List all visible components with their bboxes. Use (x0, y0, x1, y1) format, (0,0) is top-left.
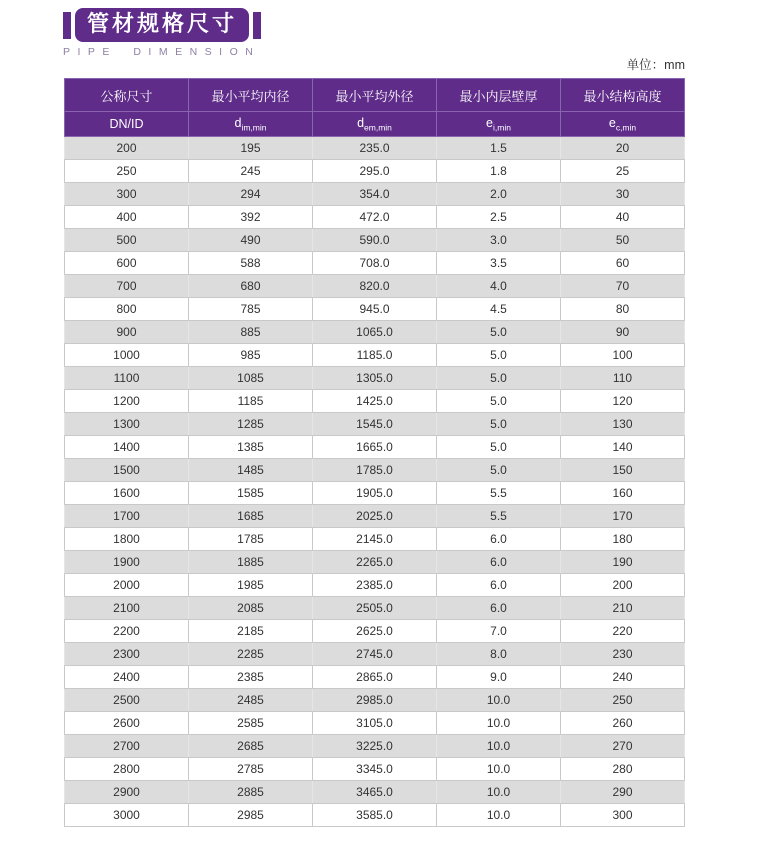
table-cell: 1385 (189, 436, 313, 459)
column-header: 公称尺寸 (65, 79, 189, 112)
table-cell: 1300 (65, 413, 189, 436)
table-cell: 2000 (65, 574, 189, 597)
table-cell: 10.0 (437, 689, 561, 712)
table-cell: 30 (561, 183, 685, 206)
table-cell: 1.8 (437, 160, 561, 183)
table-row (65, 436, 685, 459)
table-row (65, 344, 685, 367)
table-cell: 1500 (65, 459, 189, 482)
table-cell: 3225.0 (313, 735, 437, 758)
column-header: 最小结构高度 (561, 79, 685, 112)
table-cell: 7.0 (437, 620, 561, 643)
table-row (65, 643, 685, 666)
table-cell: 80 (561, 298, 685, 321)
table-cell: 5.0 (437, 390, 561, 413)
table-cell: 820.0 (313, 275, 437, 298)
title-left-bar (63, 12, 71, 39)
pipe-dimension-table (64, 78, 685, 827)
table-cell: 1085 (189, 367, 313, 390)
table-cell: 190 (561, 551, 685, 574)
table-cell: 5.5 (437, 482, 561, 505)
table-cell: 1685 (189, 505, 313, 528)
table-cell: 1900 (65, 551, 189, 574)
table-cell: 400 (65, 206, 189, 229)
table-cell: 2585 (189, 712, 313, 735)
table-cell: 6.0 (437, 528, 561, 551)
table-cell: 160 (561, 482, 685, 505)
table-head (65, 79, 685, 137)
table-cell: 40 (561, 206, 685, 229)
table-cell: 2265.0 (313, 551, 437, 574)
table-cell: 700 (65, 275, 189, 298)
table-cell: 150 (561, 459, 685, 482)
table-cell: 195 (189, 137, 313, 160)
table-cell: 590.0 (313, 229, 437, 252)
table-row (65, 275, 685, 298)
table-cell: 10.0 (437, 804, 561, 827)
table-cell: 2685 (189, 735, 313, 758)
table-cell: 2625.0 (313, 620, 437, 643)
table-cell: 250 (65, 160, 189, 183)
table-cell: 6.0 (437, 551, 561, 574)
table-cell: 2985.0 (313, 689, 437, 712)
table-cell: 1785.0 (313, 459, 437, 482)
table-cell: 2.0 (437, 183, 561, 206)
table-row (65, 321, 685, 344)
table-cell: 25 (561, 160, 685, 183)
page-title-block (63, 8, 261, 58)
table-cell: 5.0 (437, 436, 561, 459)
table-row (65, 183, 685, 206)
page-title: 管材规格尺寸 (75, 8, 249, 42)
table-cell: 260 (561, 712, 685, 735)
table-cell: 4.0 (437, 275, 561, 298)
table-cell: 472.0 (313, 206, 437, 229)
table-cell: 354.0 (313, 183, 437, 206)
table-cell: 2985 (189, 804, 313, 827)
table-cell: 10.0 (437, 758, 561, 781)
table-cell: 2385.0 (313, 574, 437, 597)
column-symbol: $d_{em,min}$ (313, 112, 437, 137)
table-cell: 490 (189, 229, 313, 252)
table-cell: 245 (189, 160, 313, 183)
table-cell: 2900 (65, 781, 189, 804)
table-cell: 5.0 (437, 344, 561, 367)
table-cell: 300 (65, 183, 189, 206)
header-row-cn (65, 79, 685, 112)
table-cell: 1400 (65, 436, 189, 459)
table-cell: 130 (561, 413, 685, 436)
table-cell: 1585 (189, 482, 313, 505)
table-row (65, 551, 685, 574)
table-cell: 500 (65, 229, 189, 252)
table-cell: 2885 (189, 781, 313, 804)
page-subtitle-en: PIPE DIMENSION (63, 46, 261, 59)
table-cell: 8.0 (437, 643, 561, 666)
table-cell: 2700 (65, 735, 189, 758)
table-cell: 3585.0 (313, 804, 437, 827)
table-cell: 50 (561, 229, 685, 252)
table-cell: 1425.0 (313, 390, 437, 413)
table-row (65, 160, 685, 183)
table-row (65, 804, 685, 827)
table-row (65, 137, 685, 160)
table-cell: 392 (189, 206, 313, 229)
table-cell: 210 (561, 597, 685, 620)
table-row (65, 528, 685, 551)
table-cell: 1785 (189, 528, 313, 551)
table-cell: 2185 (189, 620, 313, 643)
table-cell: 600 (65, 252, 189, 275)
table-cell: 3.5 (437, 252, 561, 275)
column-symbol: $e_{i,min}$ (437, 112, 561, 137)
table-cell: 1665.0 (313, 436, 437, 459)
table-cell: 3000 (65, 804, 189, 827)
table-cell: 800 (65, 298, 189, 321)
table-cell: 708.0 (313, 252, 437, 275)
table-cell: 1100 (65, 367, 189, 390)
title-right-bar (253, 12, 261, 39)
table-cell: 680 (189, 275, 313, 298)
table-cell: 2500 (65, 689, 189, 712)
table-cell: 885 (189, 321, 313, 344)
table-cell: 3.0 (437, 229, 561, 252)
table-row (65, 229, 685, 252)
table-cell: 10.0 (437, 735, 561, 758)
table-cell: 5.0 (437, 413, 561, 436)
table-cell: 5.5 (437, 505, 561, 528)
table-cell: 1885 (189, 551, 313, 574)
column-header: 最小内层壁厚 (437, 79, 561, 112)
column-symbol: $e_{c,min}$ (561, 112, 685, 137)
table-row (65, 390, 685, 413)
table-cell: 2100 (65, 597, 189, 620)
table-cell: 2025.0 (313, 505, 437, 528)
title-row (63, 8, 261, 42)
table-cell: 3345.0 (313, 758, 437, 781)
table-body (65, 137, 685, 827)
table-cell: 1600 (65, 482, 189, 505)
column-header: 最小平均外径 (313, 79, 437, 112)
table-row (65, 206, 685, 229)
table-cell: 2800 (65, 758, 189, 781)
table-cell: 200 (65, 137, 189, 160)
table-cell: 1185.0 (313, 344, 437, 367)
table-cell: 1905.0 (313, 482, 437, 505)
table-cell: 70 (561, 275, 685, 298)
table-cell: 2085 (189, 597, 313, 620)
table-cell: 2865.0 (313, 666, 437, 689)
table-cell: 1200 (65, 390, 189, 413)
table-row (65, 712, 685, 735)
table-cell: 5.0 (437, 321, 561, 344)
table-cell: 900 (65, 321, 189, 344)
table-cell: 1985 (189, 574, 313, 597)
table-row (65, 482, 685, 505)
table-row (65, 413, 685, 436)
table-cell: 6.0 (437, 574, 561, 597)
table-cell: 10.0 (437, 781, 561, 804)
table-row (65, 298, 685, 321)
table-row (65, 505, 685, 528)
table-cell: 3465.0 (313, 781, 437, 804)
table-cell: 2485 (189, 689, 313, 712)
table-cell: 5.0 (437, 459, 561, 482)
table-cell: 2145.0 (313, 528, 437, 551)
table-cell: 2785 (189, 758, 313, 781)
table-cell: 180 (561, 528, 685, 551)
column-header: 最小平均内径 (189, 79, 313, 112)
table-cell: 110 (561, 367, 685, 390)
table-cell: 2200 (65, 620, 189, 643)
table-cell: 100 (561, 344, 685, 367)
table-cell: 1285 (189, 413, 313, 436)
table-cell: 20 (561, 137, 685, 160)
table-cell: 2.5 (437, 206, 561, 229)
column-symbol: $d_{im,min}$ (189, 112, 313, 137)
table-row (65, 367, 685, 390)
table-cell: 294 (189, 183, 313, 206)
table-cell: 90 (561, 321, 685, 344)
table-cell: 235.0 (313, 137, 437, 160)
table-cell: 6.0 (437, 597, 561, 620)
table-row (65, 574, 685, 597)
table-cell: 10.0 (437, 712, 561, 735)
table-cell: 280 (561, 758, 685, 781)
table-cell: 120 (561, 390, 685, 413)
table-cell: 1.5 (437, 137, 561, 160)
table-cell: 4.5 (437, 298, 561, 321)
table-row (65, 459, 685, 482)
table-cell: 2385 (189, 666, 313, 689)
table-row (65, 666, 685, 689)
table-cell: 295.0 (313, 160, 437, 183)
table-cell: 220 (561, 620, 685, 643)
table-cell: 300 (561, 804, 685, 827)
table-row (65, 689, 685, 712)
table-cell: 1545.0 (313, 413, 437, 436)
table-row (65, 758, 685, 781)
table-row (65, 597, 685, 620)
table-cell: 588 (189, 252, 313, 275)
table-cell: 1700 (65, 505, 189, 528)
table-cell: 2505.0 (313, 597, 437, 620)
table-cell: 140 (561, 436, 685, 459)
table-cell: 240 (561, 666, 685, 689)
column-symbol: DN/ID (65, 112, 189, 137)
table-row (65, 620, 685, 643)
table-row (65, 252, 685, 275)
table-cell: 2600 (65, 712, 189, 735)
table-cell: 985 (189, 344, 313, 367)
table-cell: 9.0 (437, 666, 561, 689)
table-cell: 1000 (65, 344, 189, 367)
table-cell: 5.0 (437, 367, 561, 390)
table-cell: 3105.0 (313, 712, 437, 735)
table-cell: 2300 (65, 643, 189, 666)
table-cell: 290 (561, 781, 685, 804)
table-cell: 785 (189, 298, 313, 321)
table-cell: 2400 (65, 666, 189, 689)
table-cell: 250 (561, 689, 685, 712)
table-cell: 270 (561, 735, 685, 758)
table-cell: 170 (561, 505, 685, 528)
table-row (65, 781, 685, 804)
table-cell: 1485 (189, 459, 313, 482)
table-cell: 1800 (65, 528, 189, 551)
table-cell: 2745.0 (313, 643, 437, 666)
table-cell: 200 (561, 574, 685, 597)
header-row-symbols (65, 112, 685, 137)
table-cell: 1305.0 (313, 367, 437, 390)
table-row (65, 735, 685, 758)
table-cell: 1065.0 (313, 321, 437, 344)
table-cell: 2285 (189, 643, 313, 666)
unit-label: 单位：mm (626, 58, 685, 72)
table-cell: 60 (561, 252, 685, 275)
table-cell: 945.0 (313, 298, 437, 321)
table-cell: 1185 (189, 390, 313, 413)
table-cell: 230 (561, 643, 685, 666)
